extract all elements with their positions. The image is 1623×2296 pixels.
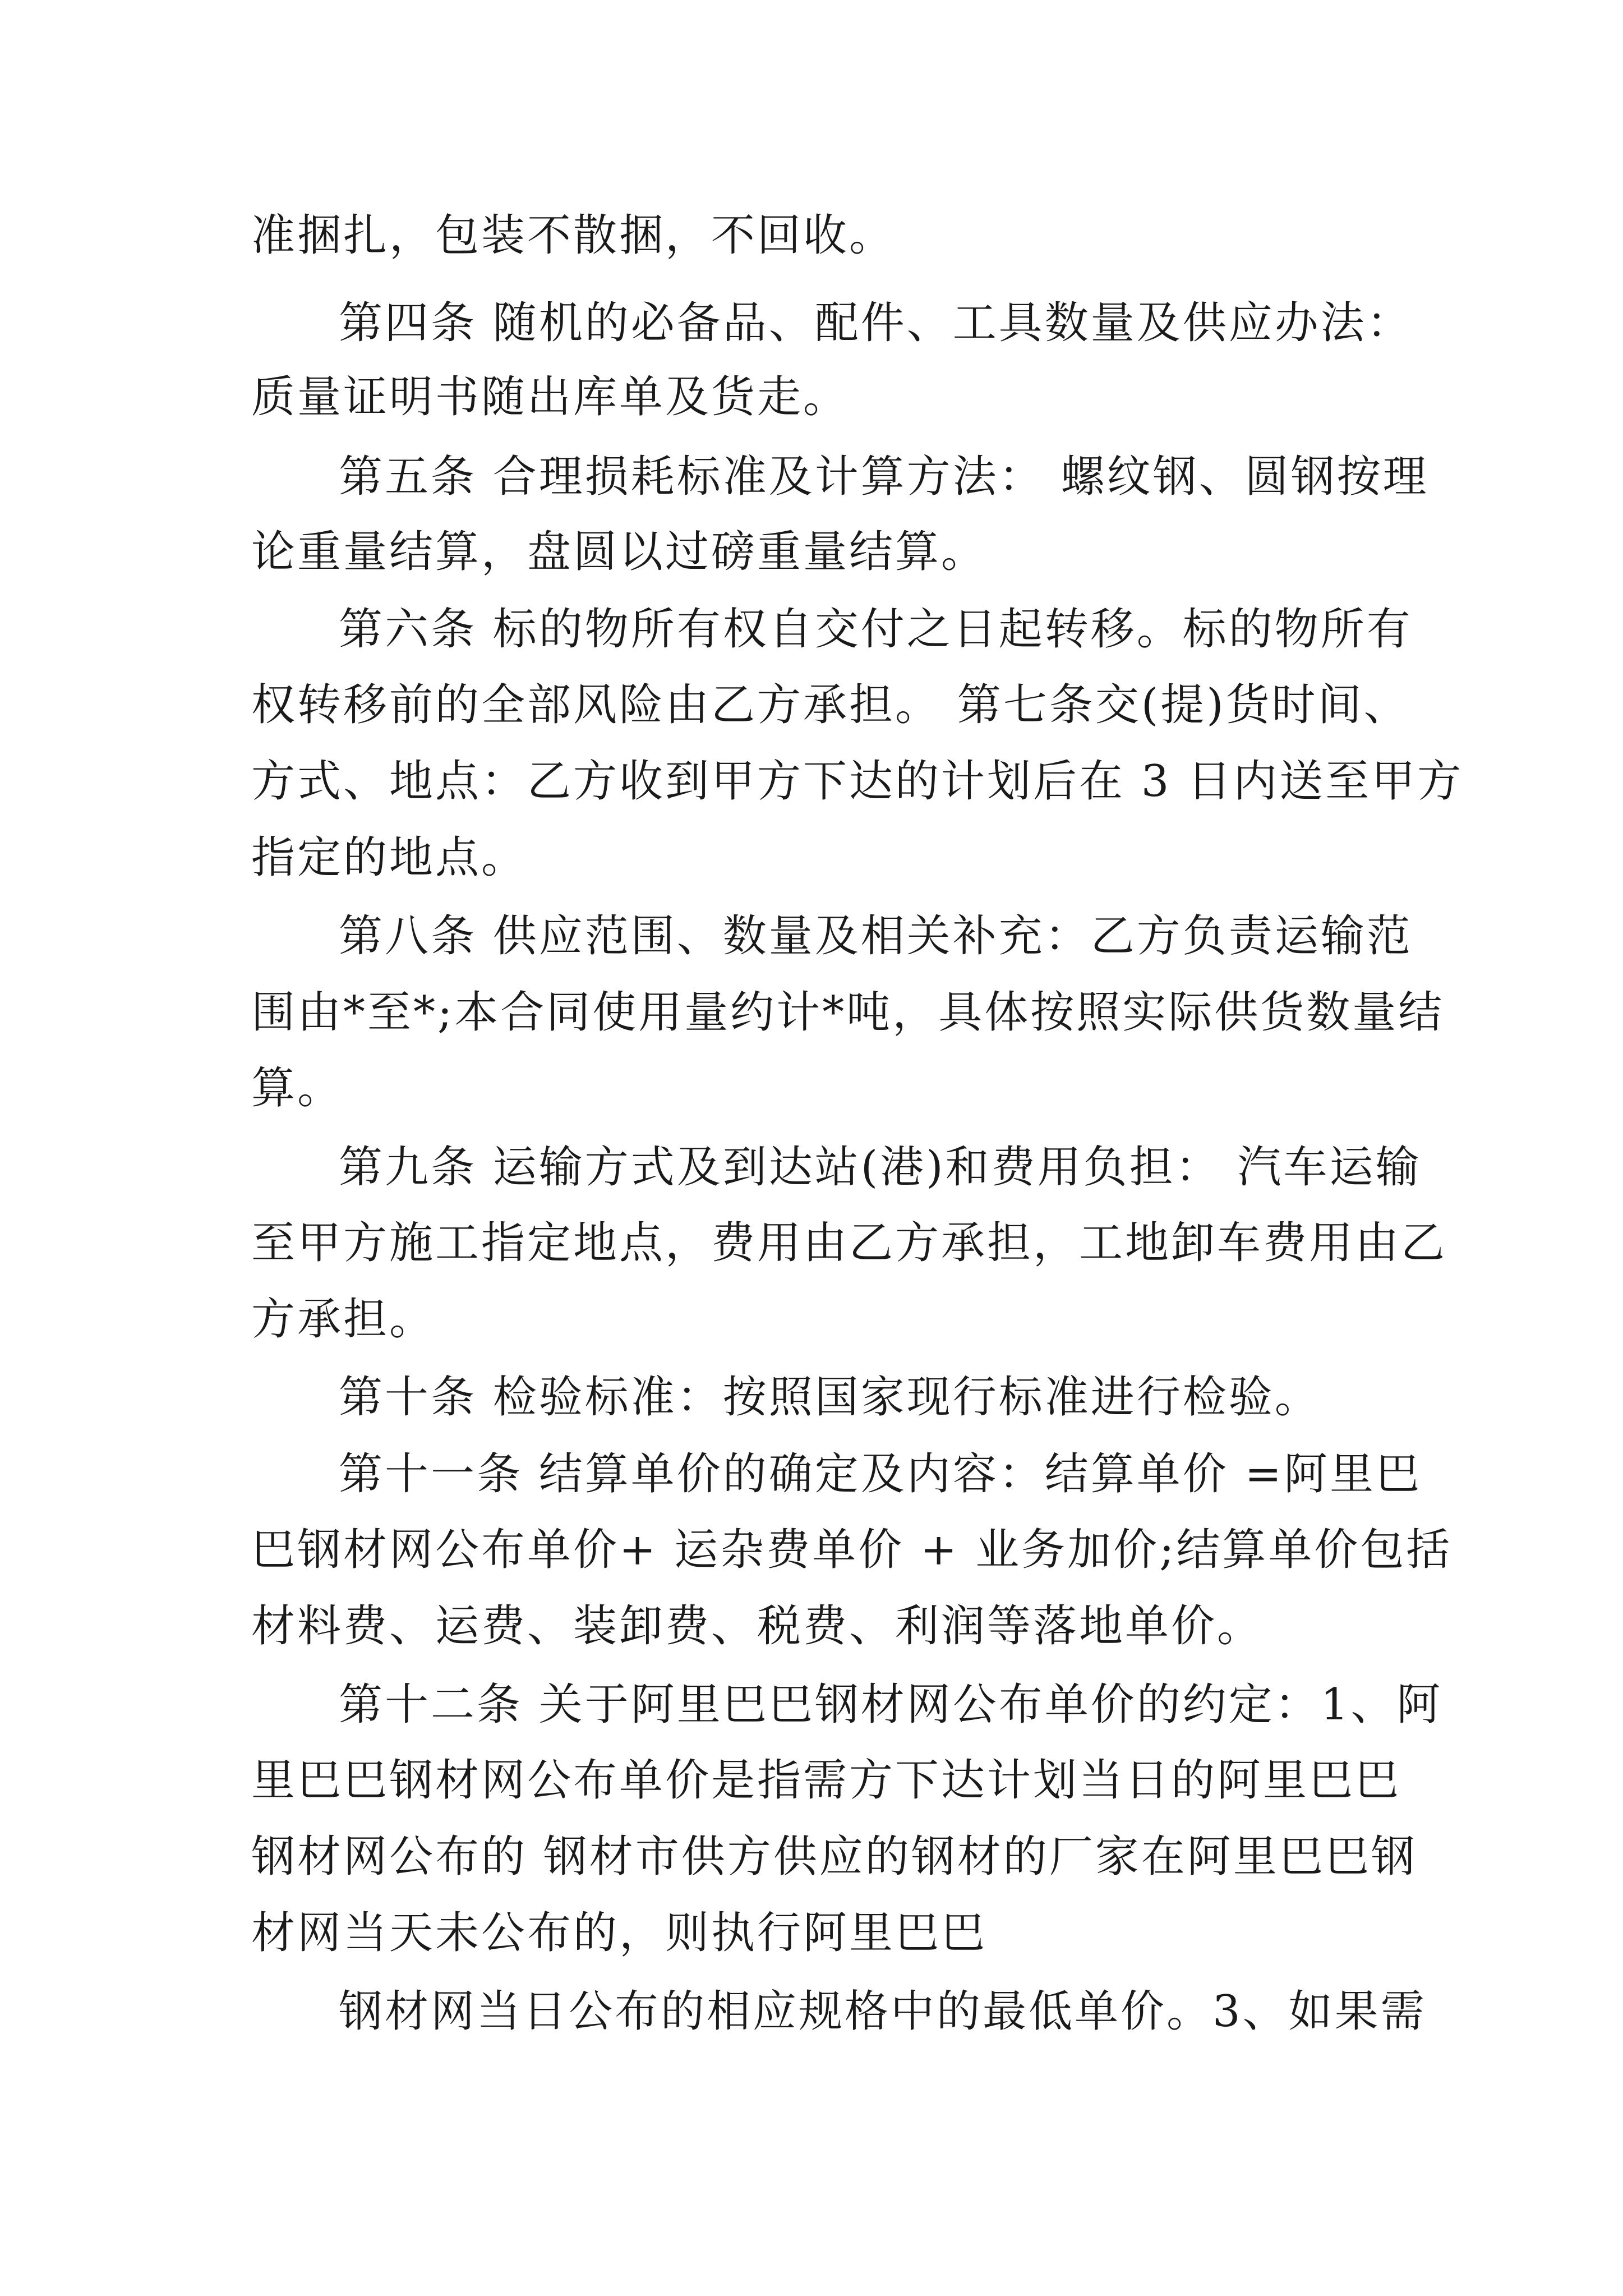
- text-line-16: 第十条 检验标准：按照国家现行标准进行检验。: [339, 1372, 1321, 1423]
- text-line-11: 围由*至*;本合同使用量约计*吨，具体按照实际供货数量结: [251, 987, 1445, 1038]
- text-line-20: 第十二条 关于阿里巴巴钢材网公布单价的约定：1、阿: [339, 1680, 1443, 1730]
- text-line-13: 第九条 运输方式及到达站(港)和费用负担： 汽车运输: [339, 1142, 1422, 1193]
- text-line-3: 质量证明书随出库单及货走。: [251, 372, 850, 422]
- text-line-5: 论重量结算，盘圆以过磅重量结算。: [251, 527, 988, 577]
- text-line-1: 准捆扎，包装不散捆，不回收。: [251, 210, 896, 261]
- text-line-4: 第五条 合理损耗标准及计算方法： 螺纹钢、圆钢按理: [339, 452, 1429, 502]
- text-line-23: 材网当天未公布的，则执行阿里巴巴: [251, 1908, 988, 1958]
- text-line-22: 钢材网公布的 钢材市供方供应的钢材的厂家在阿里巴巴钢: [251, 1832, 1417, 1882]
- text-line-10: 第八条 供应范围、数量及相关补充：乙方负责运输范: [339, 911, 1413, 961]
- text-line-12: 算。: [251, 1063, 344, 1114]
- text-line-24: 钢材网当日公布的相应规格中的最低单价。3、如果需: [339, 1986, 1427, 2037]
- text-line-21: 里巴巴钢材网公布单价是指需方下达计划当日的阿里巴巴: [251, 1755, 1401, 1806]
- text-line-6: 第六条 标的物所有权自交付之日起转移。标的物所有: [339, 604, 1413, 655]
- text-line-14: 至甲方施工指定地点，费用由乙方承担，工地卸车费用由乙: [251, 1218, 1447, 1268]
- text-line-2: 第四条 随机的必备品、配件、工具数量及供应办法：: [339, 298, 1413, 348]
- text-line-7: 权转移前的全部风险由乙方承担。 第七条交(提)货时间、: [251, 680, 1410, 730]
- text-line-18: 巴钢材网公布单价+ 运杂费单价 + 业务加价;结算单价包括: [251, 1525, 1453, 1575]
- text-line-17: 第十一条 结算单价的确定及内容：结算单价 =阿里巴: [339, 1449, 1422, 1499]
- text-line-9: 指定的地点。: [251, 832, 528, 883]
- text-line-19: 材料费、运费、装卸费、税费、利润等落地单价。: [251, 1601, 1264, 1651]
- text-line-15: 方承担。: [251, 1294, 436, 1345]
- text-line-8: 方式、地点：乙方收到甲方下达的计划后在 3 日内送至甲方: [251, 756, 1464, 807]
